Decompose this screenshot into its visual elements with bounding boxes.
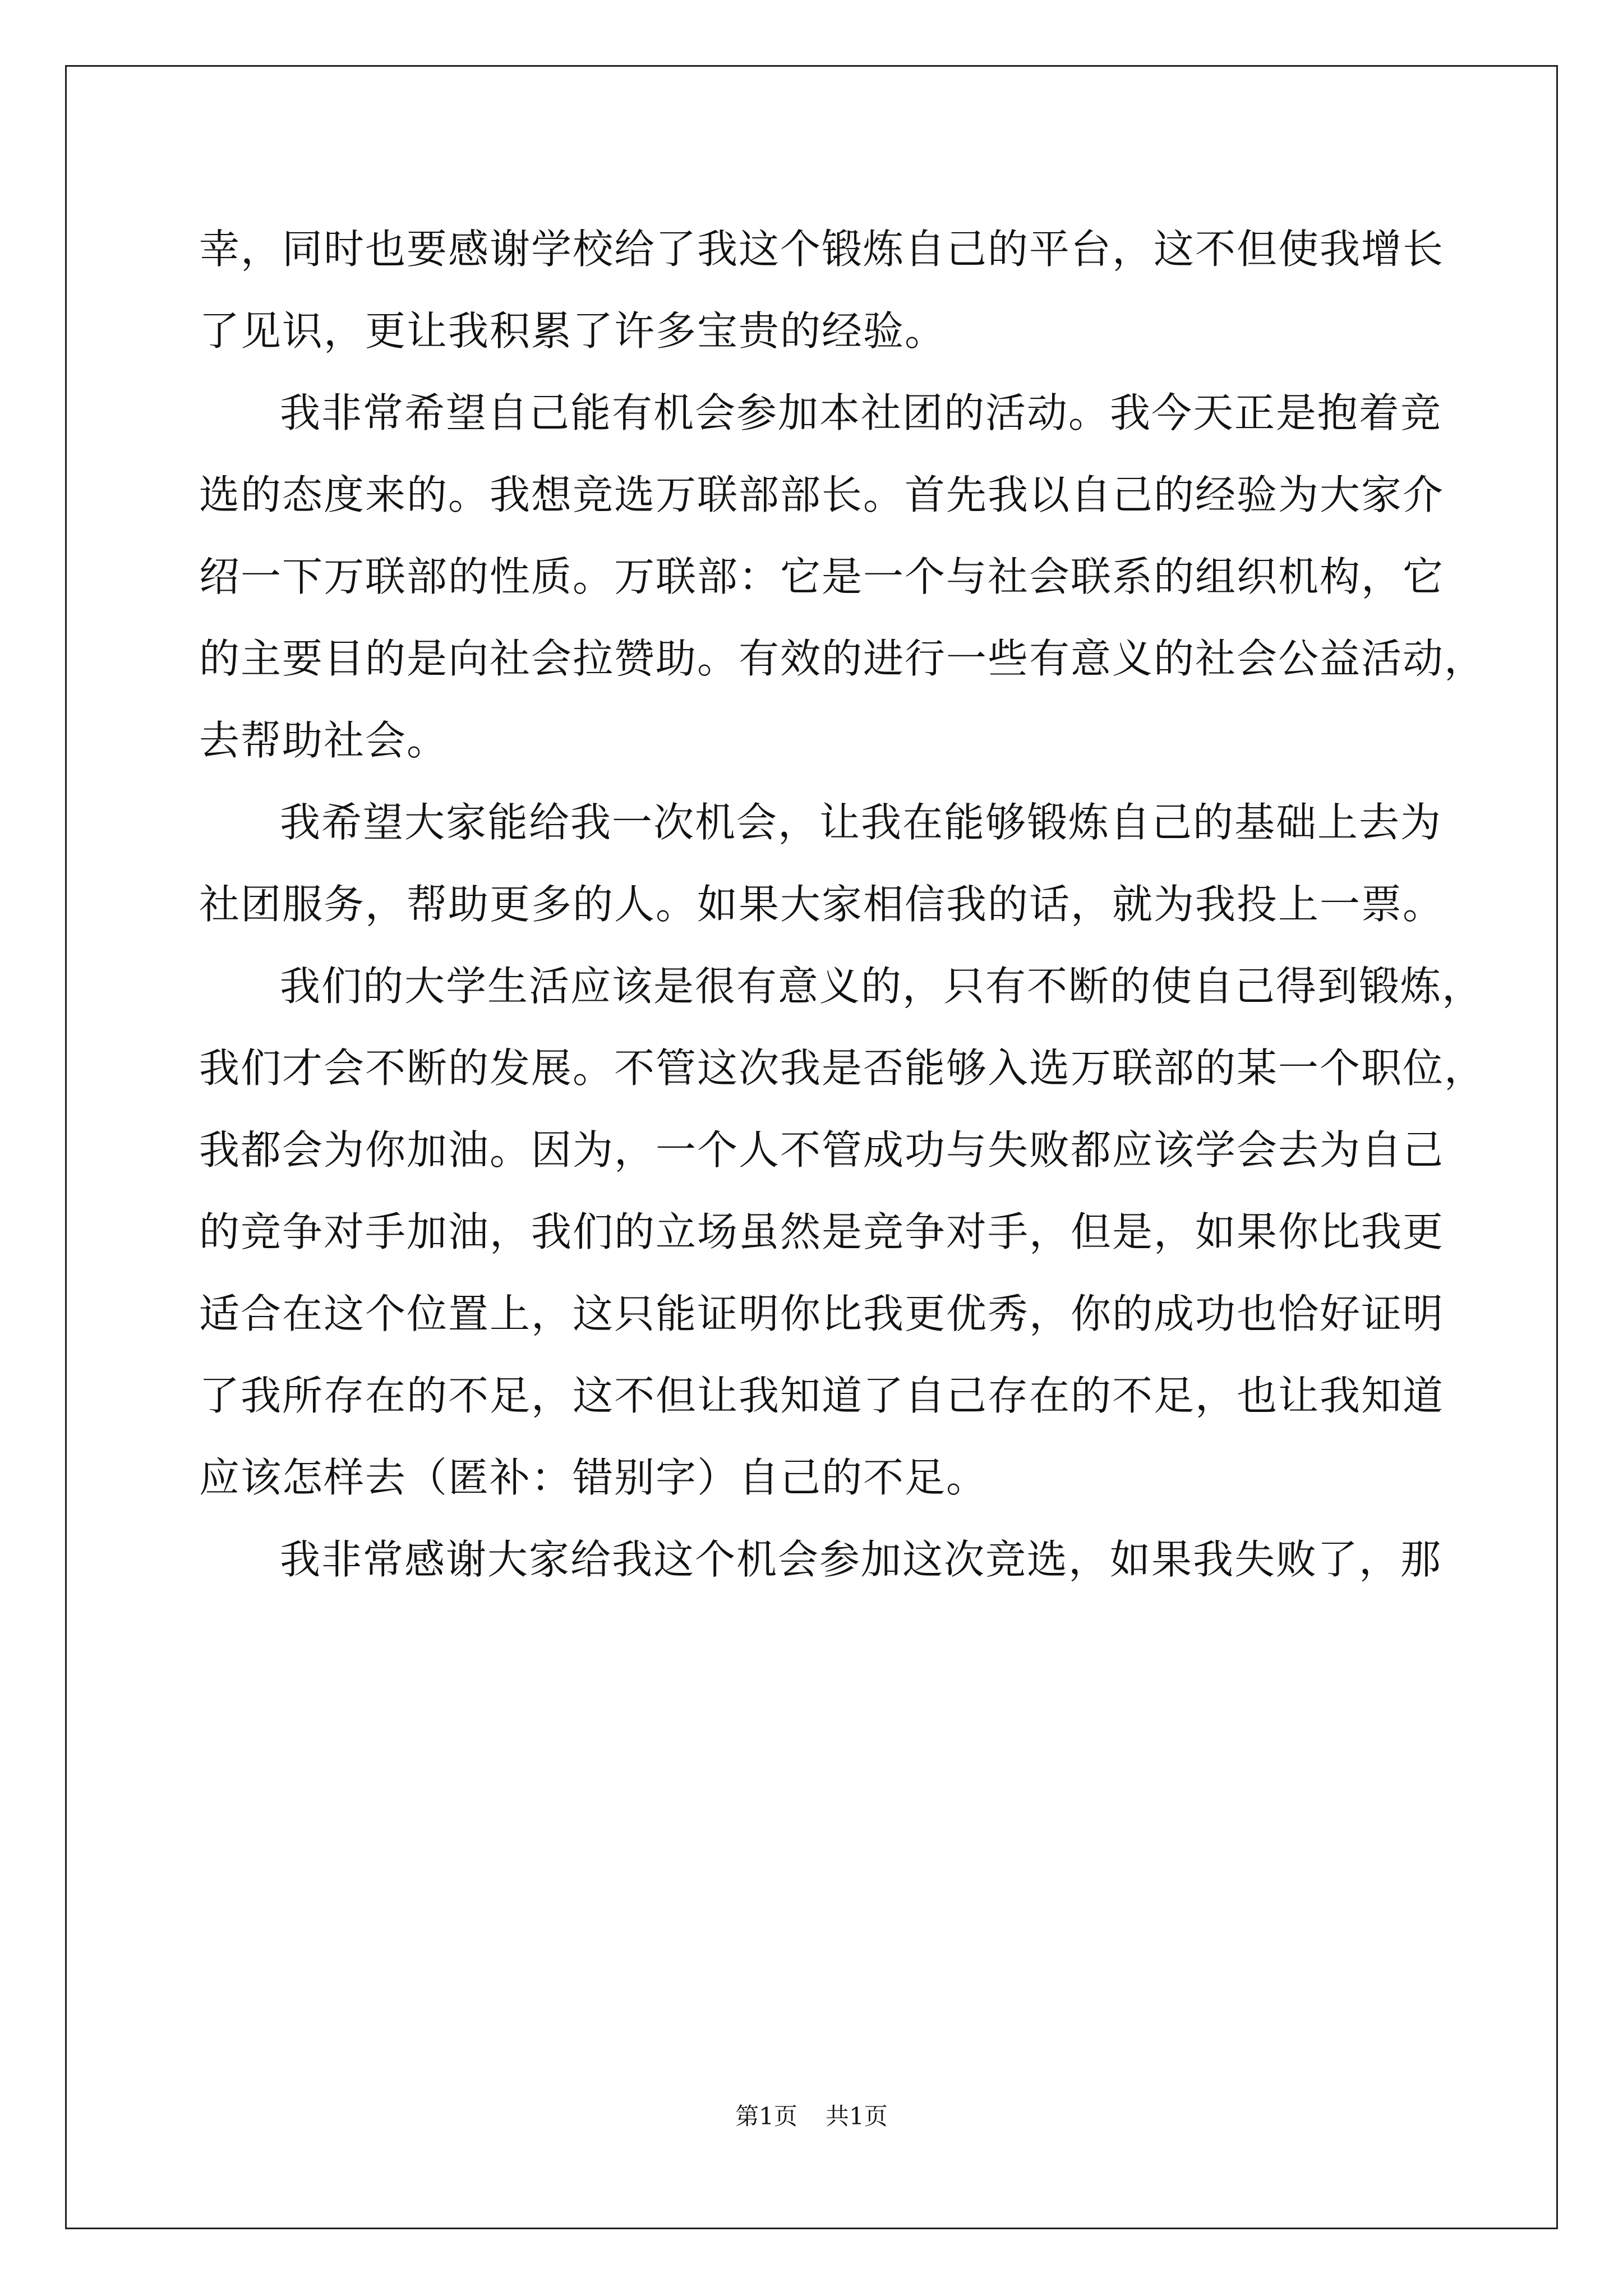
text-line: 绍一下万联部的性质。万联部：它是一个与社会联系的组织机构，它 — [199, 553, 1445, 600]
text-line: 了见识，更让我积累了许多宝贵的经验。 — [199, 307, 947, 355]
text-line: 了我所存在的不足，这不但让我知道了自己存在的不足，也让我知道 — [199, 1372, 1445, 1419]
page-number: 第1页 — [735, 2102, 797, 2130]
page-footer — [0, 2098, 1623, 2132]
text-line: 我非常希望自己能有机会参加本社团的活动。我今天正是抱着竞 — [280, 389, 1442, 436]
text-line: 的竞争对手加油，我们的立场虽然是竞争对手，但是，如果你比我更 — [199, 1208, 1445, 1255]
text-line: 社团服务，帮助更多的人。如果大家相信我的话，就为我投上一票。 — [199, 881, 1445, 928]
document-body — [199, 205, 1486, 1597]
text-line: 应该怎样去（匿补：错别字）自己的不足。 — [199, 1454, 988, 1501]
text-line: 我们才会不断的发展。不管这次我是否能够入选万联部的某一个职位， — [199, 1045, 1486, 1092]
text-line: 幸，同时也要感谢学校给了我这个锻炼自己的平台，这不但使我增长 — [199, 226, 1445, 273]
text-line: 去帮助社会。 — [199, 717, 449, 764]
text-line: 我希望大家能给我一次机会，让我在能够锻炼自己的基础上去为 — [280, 799, 1442, 846]
page-total: 共1页 — [826, 2102, 888, 2130]
text-line: 适合在这个位置上，这只能证明你比我更优秀，你的成功也恰好证明 — [199, 1290, 1445, 1337]
text-line: 我都会为你加油。因为，一个人不管成功与失败都应该学会去为自己 — [199, 1126, 1445, 1174]
text-line: 我非常感谢大家给我这个机会参加这次竞选，如果我失败了，那 — [280, 1536, 1442, 1583]
text-line: 我们的大学生活应该是很有意义的，只有不断的使自己得到锻炼， — [280, 963, 1484, 1010]
text-line: 选的态度来的。我想竞选万联部部长。首先我以自己的经验为大家介 — [199, 471, 1445, 518]
text-line: 的主要目的是向社会拉赞助。有效的进行一些有意义的社会公益活动， — [199, 635, 1486, 682]
